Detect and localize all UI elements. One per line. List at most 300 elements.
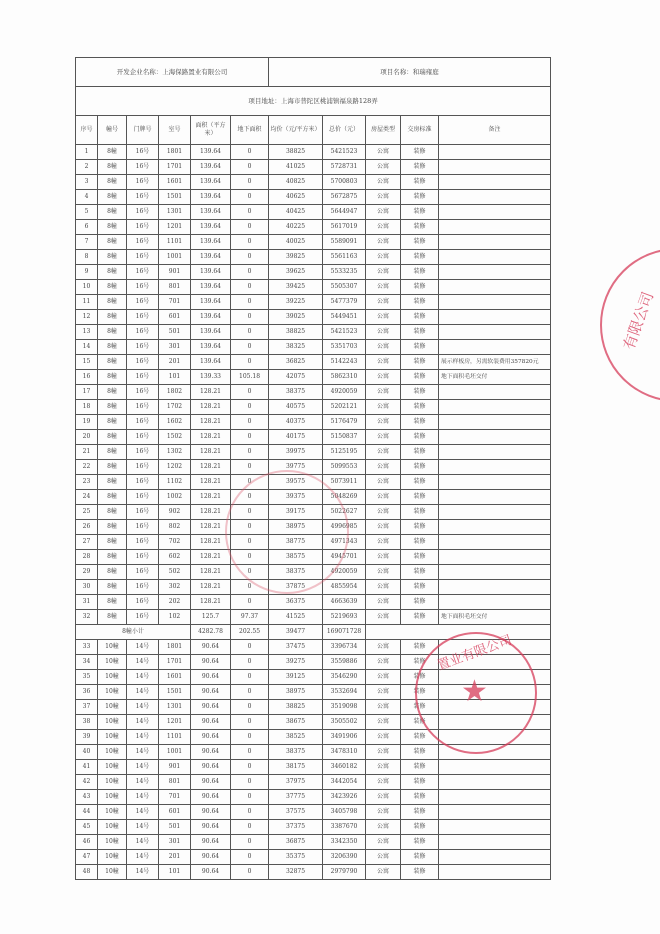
cell-underground-area: 0: [231, 160, 269, 175]
cell-door-no: 16号: [127, 340, 159, 355]
cell-area: 128.21: [191, 460, 231, 475]
cell-index: 22: [76, 460, 98, 475]
cell-index: 15: [76, 355, 98, 370]
cell-total-price: 5125195: [323, 445, 366, 460]
table-row: [76, 865, 551, 880]
cell-delivery-standard: 装修: [401, 610, 439, 625]
cell-delivery-standard: 装修: [401, 685, 439, 700]
cell-avg-price: 38375: [269, 745, 323, 760]
cell-building: 8幢: [98, 595, 127, 610]
cell-avg-price: 39275: [269, 655, 323, 670]
cell-room: 201: [159, 850, 191, 865]
table-row: [76, 325, 551, 340]
cell-total-price: 3460182: [323, 760, 366, 775]
cell-underground-area: 0: [231, 460, 269, 475]
cell-underground-area: 0: [231, 265, 269, 280]
cell-index: 45: [76, 820, 98, 835]
col-header-avg-price: 均价（元/平方米）: [269, 116, 323, 145]
cell-underground-area: 0: [231, 400, 269, 415]
cell-room: 801: [159, 280, 191, 295]
cell-room: 101: [159, 865, 191, 880]
cell-door-no: 16号: [127, 280, 159, 295]
cell-delivery-standard: 装修: [401, 145, 439, 160]
cell-building: 8幢: [98, 280, 127, 295]
table-row: [76, 460, 551, 475]
cell-delivery-standard: 装修: [401, 535, 439, 550]
cell-remarks: [439, 865, 551, 880]
cell-room: 602: [159, 550, 191, 565]
cell-area: 90.64: [191, 820, 231, 835]
cell-building: 10幢: [98, 730, 127, 745]
cell-delivery-standard: 装修: [401, 340, 439, 355]
cell-room: 1101: [159, 235, 191, 250]
cell-delivery-standard: 装修: [401, 820, 439, 835]
cell-delivery-standard: 装修: [401, 235, 439, 250]
cell-index: 39: [76, 730, 98, 745]
cell-building: 8幢: [98, 235, 127, 250]
cell-total-price: 5561163: [323, 250, 366, 265]
cell-avg-price: 35375: [269, 850, 323, 865]
cell-avg-price: 38775: [269, 535, 323, 550]
cell-room: 201: [159, 355, 191, 370]
cell-index: 13: [76, 325, 98, 340]
cell-area: 128.21: [191, 475, 231, 490]
cell-total-price: 5176479: [323, 415, 366, 430]
cell-avg-price: 38975: [269, 520, 323, 535]
cell-underground-area: 0: [231, 415, 269, 430]
cell-area: 90.64: [191, 670, 231, 685]
cell-building: 8幢: [98, 340, 127, 355]
cell-building: 8幢: [98, 535, 127, 550]
cell-avg-price: 38825: [269, 700, 323, 715]
cell-remarks: [439, 565, 551, 580]
cell-remarks: [439, 700, 551, 715]
cell-total-price: 3206390: [323, 850, 366, 865]
cell-underground-area: 0: [231, 310, 269, 325]
cell-house-type: 公寓: [366, 220, 401, 235]
cell-remarks: [439, 595, 551, 610]
cell-house-type: 公寓: [366, 505, 401, 520]
cell-room: 1501: [159, 685, 191, 700]
cell-building: 8幢: [98, 265, 127, 280]
table-row: [76, 505, 551, 520]
cell-remarks: [439, 685, 551, 700]
cell-building: 8幢: [98, 190, 127, 205]
cell-remarks: [439, 730, 551, 745]
col-header-delivery-standard: 交房标准: [401, 116, 439, 145]
cell-total-price: 5505307: [323, 280, 366, 295]
project-name: 项目名称：和瑞雍庭: [269, 58, 551, 87]
cell-building: 8幢: [98, 370, 127, 385]
table-row: [76, 715, 551, 730]
cell-area: 128.21: [191, 430, 231, 445]
cell-area: 90.64: [191, 775, 231, 790]
table-row: [76, 745, 551, 760]
cell-remarks: [439, 205, 551, 220]
cell-room: 1301: [159, 205, 191, 220]
cell-room: 501: [159, 820, 191, 835]
cell-delivery-standard: 装修: [401, 175, 439, 190]
cell-room: 1001: [159, 745, 191, 760]
table-row: [76, 355, 551, 370]
cell-house-type: 公寓: [366, 235, 401, 250]
cell-delivery-standard: 装修: [401, 580, 439, 595]
cell-total-price: 5351703: [323, 340, 366, 355]
cell-house-type: 公寓: [366, 715, 401, 730]
cell-index: 24: [76, 490, 98, 505]
cell-area: 90.64: [191, 760, 231, 775]
cell-building: 8幢: [98, 430, 127, 445]
cell-delivery-standard: 装修: [401, 415, 439, 430]
cell-underground-area: 0: [231, 325, 269, 340]
cell-house-type: 公寓: [366, 145, 401, 160]
cell-underground-area: 105.18: [231, 370, 269, 385]
cell-underground-area: 0: [231, 145, 269, 160]
cell-remarks: [439, 175, 551, 190]
cell-area: 90.64: [191, 685, 231, 700]
cell-area: 90.64: [191, 805, 231, 820]
cell-house-type: 公寓: [366, 250, 401, 265]
table-row: [76, 445, 551, 460]
cell-house-type: 公寓: [366, 580, 401, 595]
cell-remarks: [439, 580, 551, 595]
cell-area: 128.21: [191, 490, 231, 505]
cell-avg-price: 38375: [269, 565, 323, 580]
cell-total-price: 5700803: [323, 175, 366, 190]
cell-door-no: 16号: [127, 535, 159, 550]
cell-delivery-standard: 装修: [401, 565, 439, 580]
table-row: [76, 190, 551, 205]
cell-building: 10幢: [98, 685, 127, 700]
cell-area: 90.64: [191, 835, 231, 850]
cell-room: 601: [159, 805, 191, 820]
cell-avg-price: 40825: [269, 175, 323, 190]
cell-underground-area: 0: [231, 190, 269, 205]
cell-avg-price: 36375: [269, 595, 323, 610]
cell-delivery-standard: 装修: [401, 370, 439, 385]
table-row: [76, 295, 551, 310]
table-row: [76, 610, 551, 625]
cell-room: 202: [159, 595, 191, 610]
cell-delivery-standard: 装修: [401, 550, 439, 565]
subtotal-underground: 202.55: [231, 625, 269, 640]
cell-remarks: [439, 280, 551, 295]
company-seal-right-edge: [600, 248, 660, 402]
cell-area: 90.64: [191, 655, 231, 670]
cell-building: 10幢: [98, 760, 127, 775]
cell-room: 1201: [159, 715, 191, 730]
cell-room: 1801: [159, 145, 191, 160]
cell-house-type: 公寓: [366, 640, 401, 655]
subtotal-label: 8幢小计: [76, 625, 191, 640]
cell-delivery-standard: 装修: [401, 385, 439, 400]
cell-building: 8幢: [98, 580, 127, 595]
cell-total-price: 5073911: [323, 475, 366, 490]
cell-door-no: 16号: [127, 505, 159, 520]
cell-total-price: 3505502: [323, 715, 366, 730]
cell-index: 5: [76, 205, 98, 220]
cell-remarks: [439, 190, 551, 205]
cell-building: 8幢: [98, 520, 127, 535]
cell-delivery-standard: 装修: [401, 790, 439, 805]
cell-index: 35: [76, 670, 98, 685]
cell-building: 10幢: [98, 745, 127, 760]
cell-underground-area: 0: [231, 805, 269, 820]
cell-index: 12: [76, 310, 98, 325]
cell-room: 101: [159, 370, 191, 385]
cell-index: 2: [76, 160, 98, 175]
cell-door-no: 16号: [127, 415, 159, 430]
cell-underground-area: 0: [231, 280, 269, 295]
cell-house-type: 公寓: [366, 730, 401, 745]
cell-total-price: 3559886: [323, 655, 366, 670]
cell-avg-price: 39575: [269, 475, 323, 490]
cell-remarks: [439, 325, 551, 340]
table-row: [76, 385, 551, 400]
cell-building: 8幢: [98, 175, 127, 190]
cell-room: 601: [159, 310, 191, 325]
table-row: [76, 520, 551, 535]
cell-delivery-standard: 装修: [401, 865, 439, 880]
table-row: [76, 670, 551, 685]
cell-building: 8幢: [98, 505, 127, 520]
cell-house-type: 公寓: [366, 415, 401, 430]
table-row: [76, 700, 551, 715]
cell-door-no: 16号: [127, 400, 159, 415]
cell-door-no: 16号: [127, 475, 159, 490]
cell-building: 8幢: [98, 220, 127, 235]
cell-door-no: 16号: [127, 220, 159, 235]
cell-house-type: 公寓: [366, 655, 401, 670]
cell-door-no: 14号: [127, 730, 159, 745]
cell-underground-area: 0: [231, 355, 269, 370]
cell-area: 90.64: [191, 730, 231, 745]
table-row: [76, 655, 551, 670]
cell-house-type: 公寓: [366, 190, 401, 205]
cell-total-price: 5644947: [323, 205, 366, 220]
table-row: [76, 775, 551, 790]
cell-room: 102: [159, 610, 191, 625]
cell-total-price: 3405798: [323, 805, 366, 820]
cell-index: 16: [76, 370, 98, 385]
cell-underground-area: 0: [231, 250, 269, 265]
cell-house-type: 公寓: [366, 370, 401, 385]
cell-room: 1101: [159, 730, 191, 745]
cell-building: 8幢: [98, 565, 127, 580]
cell-building: 8幢: [98, 490, 127, 505]
cell-room: 1301: [159, 700, 191, 715]
cell-delivery-standard: 装修: [401, 745, 439, 760]
cell-room: 501: [159, 325, 191, 340]
cell-area: 139.64: [191, 280, 231, 295]
cell-room: 1601: [159, 175, 191, 190]
cell-underground-area: 0: [231, 385, 269, 400]
cell-total-price: 4920059: [323, 385, 366, 400]
table-row: [76, 820, 551, 835]
cell-delivery-standard: 装修: [401, 520, 439, 535]
cell-building: 10幢: [98, 805, 127, 820]
cell-underground-area: 0: [231, 640, 269, 655]
cell-door-no: 16号: [127, 580, 159, 595]
cell-underground-area: 0: [231, 595, 269, 610]
cell-delivery-standard: 装修: [401, 670, 439, 685]
cell-door-no: 16号: [127, 295, 159, 310]
col-header-house-type: 房屋类型: [366, 116, 401, 145]
cell-avg-price: 39825: [269, 250, 323, 265]
cell-total-price: 5533235: [323, 265, 366, 280]
cell-underground-area: 0: [231, 295, 269, 310]
cell-room: 301: [159, 835, 191, 850]
cell-room: 1302: [159, 445, 191, 460]
subtotal-total: 169071728: [323, 625, 366, 640]
cell-index: 36: [76, 685, 98, 700]
cell-avg-price: 37975: [269, 775, 323, 790]
cell-underground-area: 0: [231, 760, 269, 775]
cell-area: 139.64: [191, 250, 231, 265]
col-header-index: 序号: [76, 116, 98, 145]
cell-avg-price: 38575: [269, 550, 323, 565]
table-row: [76, 790, 551, 805]
cell-index: 3: [76, 175, 98, 190]
cell-underground-area: 0: [231, 700, 269, 715]
cell-room: 1602: [159, 415, 191, 430]
cell-area: 139.64: [191, 205, 231, 220]
cell-door-no: 14号: [127, 685, 159, 700]
cell-total-price: 3387670: [323, 820, 366, 835]
cell-remarks: [439, 340, 551, 355]
cell-door-no: 16号: [127, 310, 159, 325]
cell-door-no: 16号: [127, 355, 159, 370]
cell-door-no: 14号: [127, 775, 159, 790]
cell-door-no: 16号: [127, 565, 159, 580]
cell-door-no: 16号: [127, 325, 159, 340]
cell-delivery-standard: 装修: [401, 775, 439, 790]
cell-delivery-standard: 装修: [401, 250, 439, 265]
cell-underground-area: 0: [231, 730, 269, 745]
cell-house-type: 公寓: [366, 265, 401, 280]
cell-building: 8幢: [98, 415, 127, 430]
cell-avg-price: 39175: [269, 505, 323, 520]
cell-house-type: 公寓: [366, 745, 401, 760]
cell-avg-price: 37475: [269, 640, 323, 655]
cell-delivery-standard: 装修: [401, 700, 439, 715]
cell-room: 1202: [159, 460, 191, 475]
cell-house-type: 公寓: [366, 175, 401, 190]
cell-index: 33: [76, 640, 98, 655]
cell-avg-price: 39625: [269, 265, 323, 280]
cell-room: 502: [159, 565, 191, 580]
cell-avg-price: 40225: [269, 220, 323, 235]
table-row: [76, 565, 551, 580]
cell-door-no: 16号: [127, 595, 159, 610]
cell-room: 801: [159, 775, 191, 790]
cell-avg-price: 37375: [269, 820, 323, 835]
cell-house-type: 公寓: [366, 520, 401, 535]
cell-area: 128.21: [191, 400, 231, 415]
cell-remarks: [439, 655, 551, 670]
cell-remarks: [439, 385, 551, 400]
developer-project-row: [76, 58, 551, 87]
cell-area: 128.21: [191, 565, 231, 580]
cell-door-no: 16号: [127, 145, 159, 160]
cell-house-type: 公寓: [366, 295, 401, 310]
cell-area: 90.64: [191, 640, 231, 655]
cell-underground-area: 0: [231, 235, 269, 250]
cell-door-no: 16号: [127, 520, 159, 535]
table-row: [76, 145, 551, 160]
cell-delivery-standard: 装修: [401, 295, 439, 310]
table-row: [76, 340, 551, 355]
cell-avg-price: 38975: [269, 685, 323, 700]
cell-total-price: 3423926: [323, 790, 366, 805]
cell-avg-price: 40375: [269, 415, 323, 430]
cell-building: 10幢: [98, 640, 127, 655]
cell-house-type: 公寓: [366, 325, 401, 340]
col-header-area: 面积（平方米）: [191, 116, 231, 145]
cell-remarks: [439, 145, 551, 160]
seal-text: 置业有限公司: [435, 632, 514, 674]
cell-room: 701: [159, 790, 191, 805]
cell-door-no: 14号: [127, 715, 159, 730]
cell-total-price: 5421523: [323, 145, 366, 160]
cell-total-price: 5589091: [323, 235, 366, 250]
cell-index: 1: [76, 145, 98, 160]
cell-underground-area: 0: [231, 550, 269, 565]
cell-total-price: 4945701: [323, 550, 366, 565]
cell-total-price: 3519098: [323, 700, 366, 715]
cell-avg-price: 38825: [269, 145, 323, 160]
cell-door-no: 14号: [127, 745, 159, 760]
cell-index: 8: [76, 250, 98, 265]
cell-delivery-standard: 装修: [401, 715, 439, 730]
cell-underground-area: 0: [231, 850, 269, 865]
cell-total-price: 4920059: [323, 565, 366, 580]
cell-door-no: 16号: [127, 385, 159, 400]
cell-total-price: 5862310: [323, 370, 366, 385]
cell-building: 10幢: [98, 775, 127, 790]
cell-house-type: 公寓: [366, 535, 401, 550]
cell-remarks: [439, 520, 551, 535]
cell-area: 139.64: [191, 160, 231, 175]
table-row: [76, 535, 551, 550]
cell-index: 37: [76, 700, 98, 715]
cell-room: 901: [159, 265, 191, 280]
cell-house-type: 公寓: [366, 430, 401, 445]
cell-index: 48: [76, 865, 98, 880]
table-row: [76, 370, 551, 385]
cell-total-price: 5728731: [323, 160, 366, 175]
cell-house-type: 公寓: [366, 340, 401, 355]
cell-remarks: [439, 415, 551, 430]
cell-door-no: 14号: [127, 820, 159, 835]
cell-underground-area: 0: [231, 565, 269, 580]
cell-avg-price: 36875: [269, 835, 323, 850]
table-row: [76, 205, 551, 220]
cell-index: 21: [76, 445, 98, 460]
cell-building: 10幢: [98, 700, 127, 715]
cell-door-no: 16号: [127, 190, 159, 205]
cell-remarks: [439, 460, 551, 475]
cell-house-type: 公寓: [366, 700, 401, 715]
cell-index: 28: [76, 550, 98, 565]
cell-house-type: 公寓: [366, 565, 401, 580]
cell-total-price: 5219693: [323, 610, 366, 625]
cell-area: 128.21: [191, 445, 231, 460]
cell-index: 43: [76, 790, 98, 805]
table-row: [76, 595, 551, 610]
cell-area: 128.21: [191, 505, 231, 520]
cell-underground-area: 0: [231, 655, 269, 670]
